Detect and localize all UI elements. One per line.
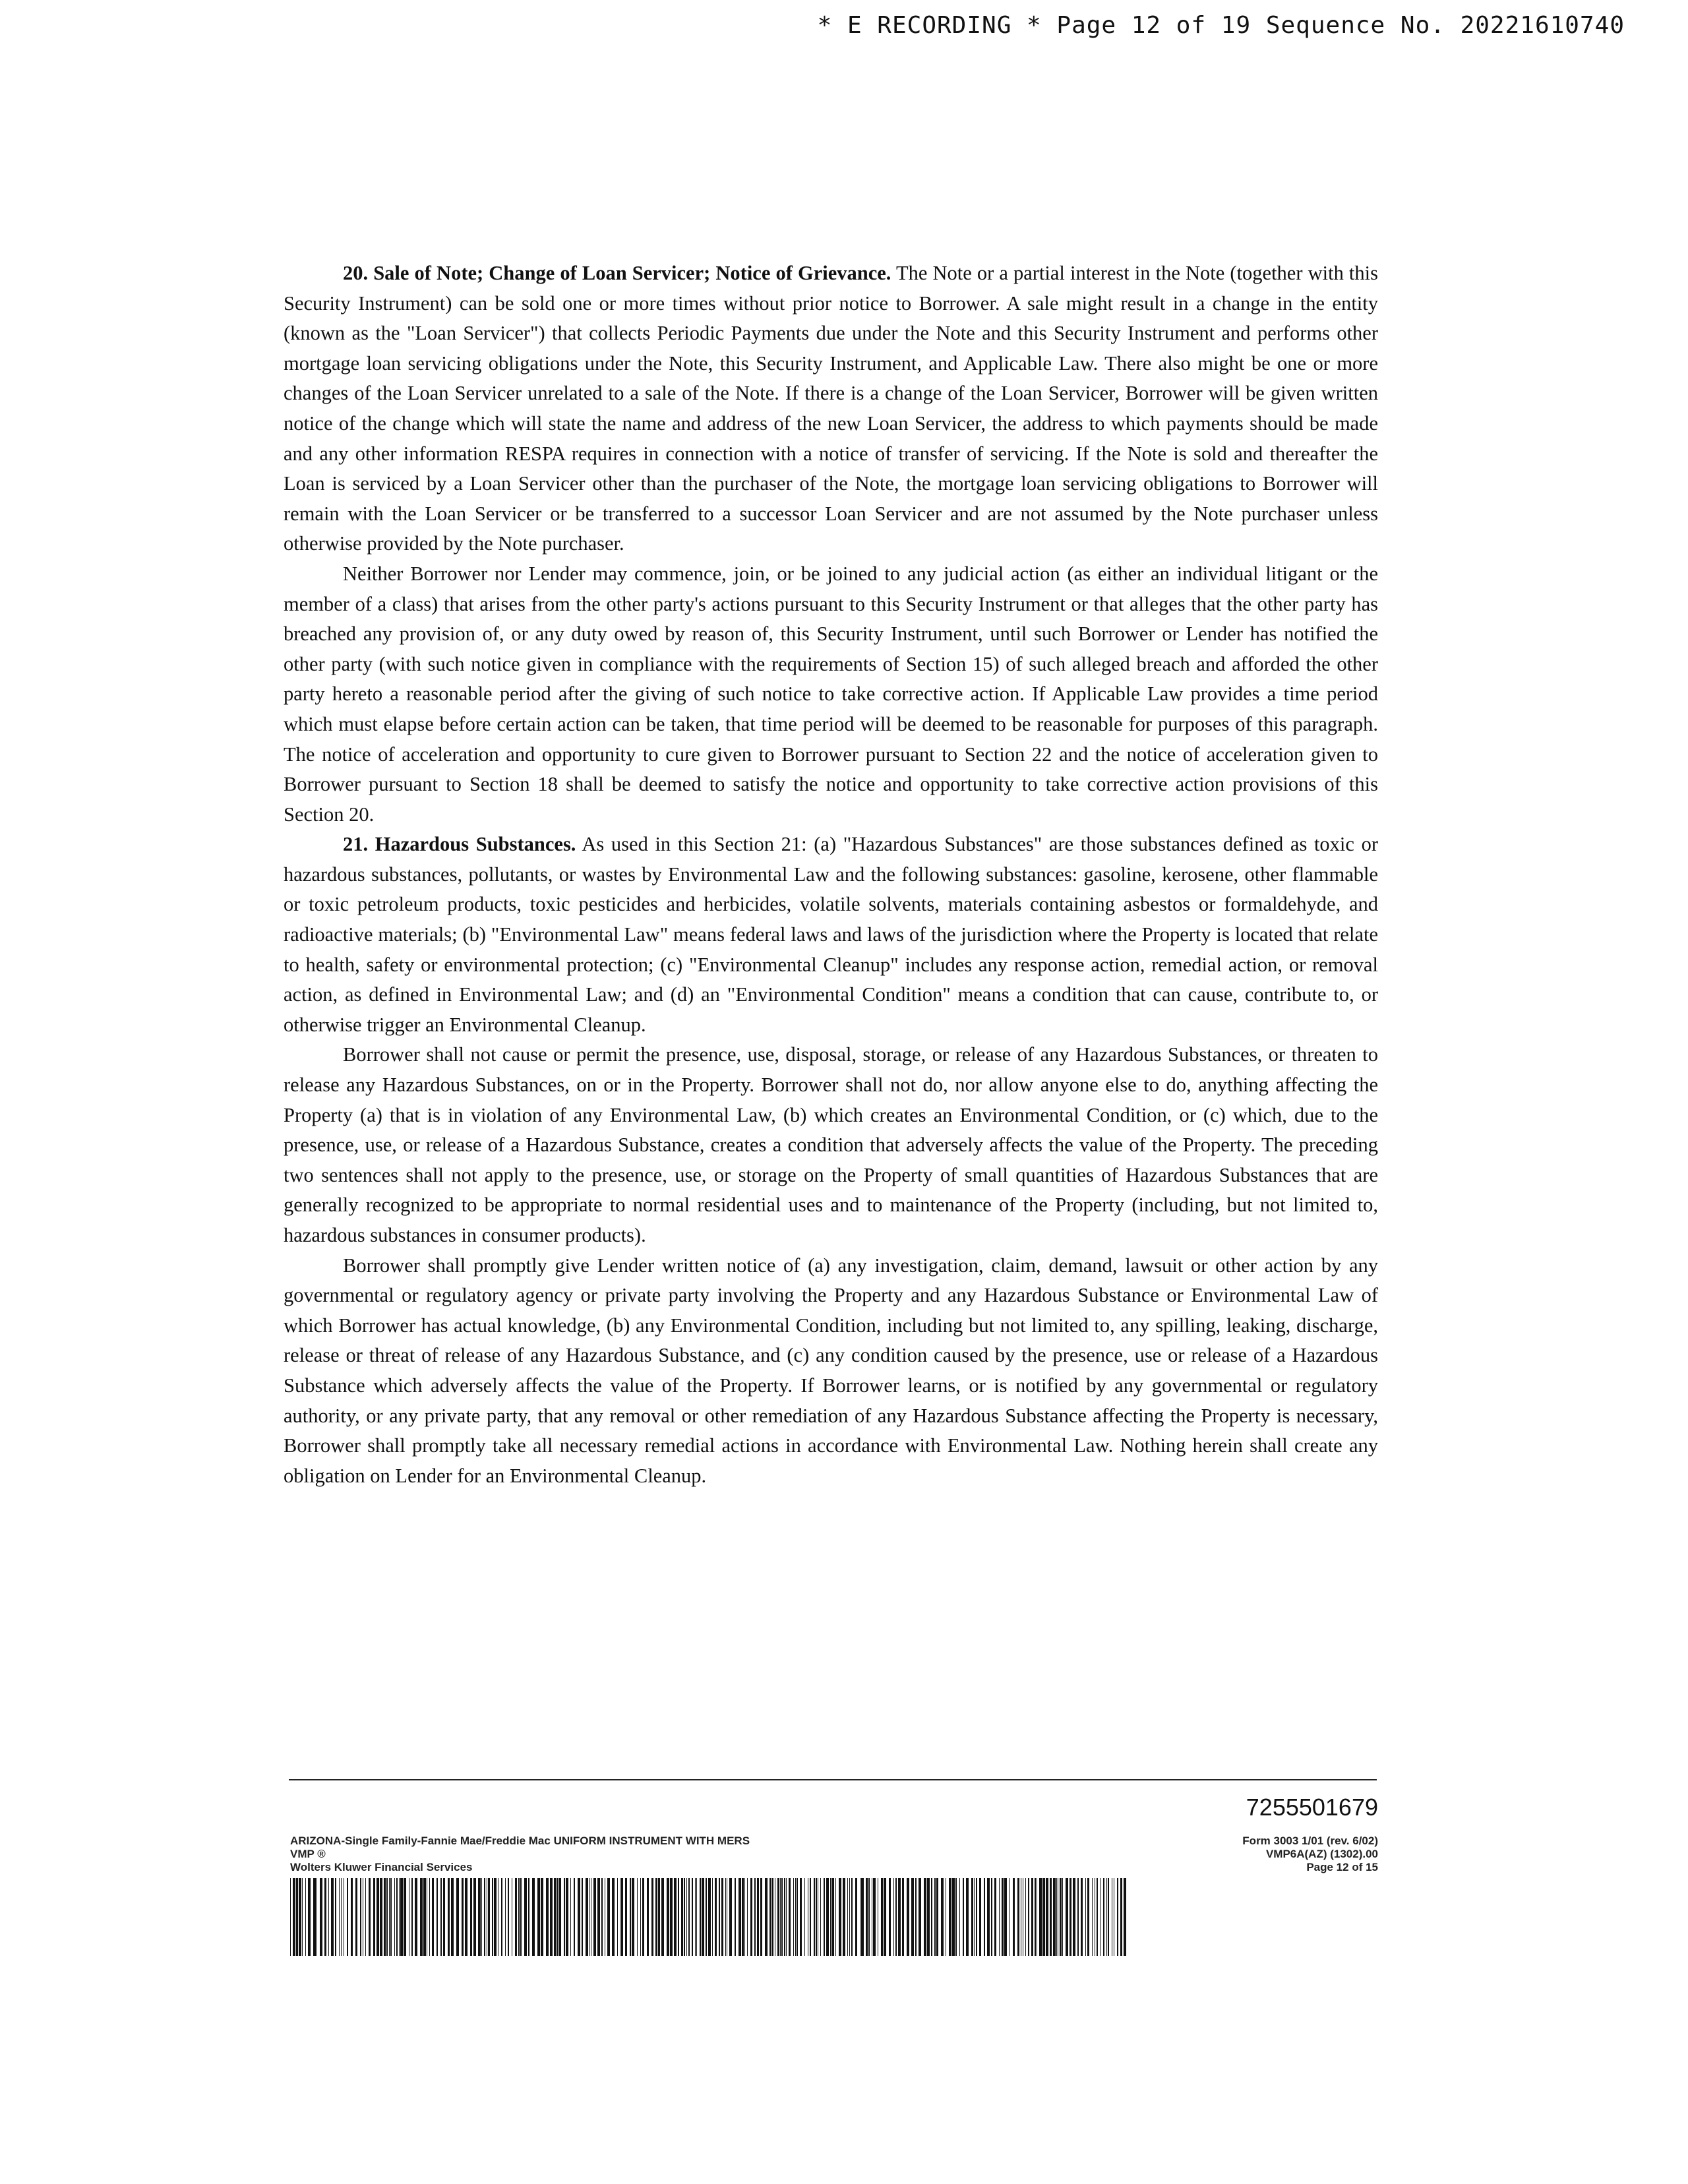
barcode-bar xyxy=(518,1878,520,1956)
barcode-bar xyxy=(566,1878,568,1956)
barcode-bar xyxy=(952,1878,955,1956)
barcode-bar xyxy=(520,1878,522,1956)
barcode-bar xyxy=(400,1878,403,1956)
barcode-bar xyxy=(866,1878,868,1956)
barcode-bar xyxy=(593,1878,596,1956)
barcode-bar xyxy=(429,1878,430,1956)
barcode-bar xyxy=(481,1878,482,1956)
barcode-bar xyxy=(907,1878,909,1956)
barcode-bar xyxy=(686,1878,687,1956)
barcode-bar xyxy=(550,1878,553,1956)
barcode-bar xyxy=(637,1878,638,1956)
barcode-bar xyxy=(324,1878,326,1956)
barcode-bar xyxy=(1028,1878,1029,1956)
barcode-bar xyxy=(456,1878,459,1956)
barcode-bar xyxy=(658,1878,660,1956)
barcode-bar xyxy=(642,1878,644,1956)
barcode-bar xyxy=(335,1878,336,1956)
barcode-bar xyxy=(532,1878,535,1956)
barcode-bar xyxy=(1106,1878,1107,1956)
barcode-bar xyxy=(984,1878,985,1956)
barcode-bar xyxy=(515,1878,517,1956)
barcode-bar xyxy=(797,1878,798,1956)
barcode-bar xyxy=(884,1878,886,1956)
barcode-bar xyxy=(308,1878,311,1956)
barcode-bar xyxy=(564,1878,565,1956)
barcode-bar xyxy=(706,1878,707,1956)
barcode-bar xyxy=(804,1878,805,1956)
barcode-bar xyxy=(360,1878,361,1956)
barcode-bar xyxy=(919,1878,921,1956)
barcode-bar xyxy=(831,1878,834,1956)
barcode-bar xyxy=(927,1878,930,1956)
barcode-bar xyxy=(994,1878,996,1956)
barcode-bar xyxy=(934,1878,936,1956)
barcode-bar xyxy=(582,1878,583,1956)
barcode-bar xyxy=(501,1878,502,1956)
barcode-bar xyxy=(1097,1878,1098,1956)
barcode-bar xyxy=(670,1878,673,1956)
barcode-bar xyxy=(700,1878,701,1956)
barcode-bar xyxy=(868,1878,870,1956)
barcode-bar xyxy=(394,1878,395,1956)
section-21-paragraph-2: Borrower shall not cause or permit the presence, use, disposal, storage, or release of any Hazardous Substances, or threaten to release any Hazardous Substances, on or in the Property. Borrower shall not do, nor allow anyone else to do, anything affecting the Property (a) that is in violation of any Environmental Law, (b) which creates an Environmental Condition, or (c) which, due to the presence, use, or release of a Hazardous Substance, creates a condition that adversely affects the value of the Property. The preceding two sentences shall not apply to the presence, use, or storage on the Property of small quantities of Hazardous Substances that are generally recognized to be appropriate to normal residential uses and to maintenance of the Property (including, but not limited to, hazardous substances in consumer products). xyxy=(284,1043,1378,1246)
barcode-bar xyxy=(738,1878,741,1956)
footer-divider xyxy=(289,1779,1377,1780)
barcode-bar xyxy=(1053,1878,1056,1956)
barcode-bar xyxy=(440,1878,442,1956)
barcode-bar xyxy=(559,1878,561,1956)
barcode-bar xyxy=(399,1878,400,1956)
barcode-bar xyxy=(630,1878,631,1956)
barcode-bar xyxy=(757,1878,759,1956)
barcode-bar xyxy=(974,1878,975,1956)
barcode-bar xyxy=(1124,1878,1126,1956)
barcode-bar xyxy=(814,1878,815,1956)
barcode-bar xyxy=(760,1878,762,1956)
barcode-bar xyxy=(1066,1878,1068,1956)
section-20-paragraph-2: Neither Borrower nor Lender may commence, join, or be joined to any judicial action (as either an individual litigant or the member of a class) that arises from the other party's actions pursuant to this Security Instrument or that alleges that the other party has breached any provision of, or any duty owed by reason of, this Security Instrument, until such Borrower or Lender has notified the other party (with such notice given in compliance with the requirements of Section 15) of such alleged breach and afforded the other party hereto a reasonable period after the giving of such notice to take corrective action. If Applicable Law provides a time period which must elapse before certain action can be taken, that time period will be deemed to be reasonable for purposes of this paragraph. The notice of acceleration and opportunity to cure given to Borrower pursuant to Section 22 and the notice of acceleration given to Borrower pursuant to Section 18 shall be deemed to satisfy the notice and opportunity to take corrective action provisions of this Section 20. xyxy=(284,562,1378,826)
barcode-bar xyxy=(541,1878,543,1956)
section-21-paragraph-1 xyxy=(284,830,1378,1040)
barcode-bar xyxy=(1120,1878,1122,1956)
barcode-bar xyxy=(557,1878,558,1956)
barcode-bar xyxy=(772,1878,773,1956)
barcode-bar xyxy=(949,1878,951,1956)
barcode-bar xyxy=(800,1878,802,1956)
barcode-bar xyxy=(735,1878,736,1956)
barcode-bar xyxy=(574,1878,575,1956)
barcode-bar xyxy=(570,1878,571,1956)
barcode-bar xyxy=(955,1878,957,1956)
barcode-bar xyxy=(1092,1878,1093,1956)
barcode-bar xyxy=(640,1878,641,1956)
barcode-bar xyxy=(708,1878,711,1956)
barcode-bar xyxy=(966,1878,969,1956)
barcode-bar xyxy=(365,1878,366,1956)
barcode-bar xyxy=(404,1878,406,1956)
barcode-bar xyxy=(607,1878,610,1956)
barcode-bar xyxy=(795,1878,796,1956)
barcode-bar xyxy=(589,1878,590,1956)
barcode-bar xyxy=(692,1878,693,1956)
footer-form-number xyxy=(1242,1835,1378,1874)
barcode-bar xyxy=(824,1878,825,1956)
barcode-bar xyxy=(621,1878,623,1956)
barcode-bar xyxy=(715,1878,717,1956)
barcode-bar xyxy=(744,1878,745,1956)
barcode-bar xyxy=(849,1878,850,1956)
barcode-bar xyxy=(784,1878,785,1956)
barcode-bar xyxy=(725,1878,726,1956)
barcode-bar xyxy=(1031,1878,1033,1956)
barcode-bar xyxy=(861,1878,864,1956)
barcode-bar xyxy=(586,1878,588,1956)
form-number: Form 3003 1/01 (rev. 6/02) xyxy=(1242,1835,1378,1847)
recording-header: * E RECORDING * Page 12 of 19 Sequence No. 20221610740 xyxy=(817,12,1625,39)
barcode-bar xyxy=(1085,1878,1086,1956)
barcode-bar xyxy=(655,1878,657,1956)
barcode-bar xyxy=(470,1878,472,1956)
barcode-bar xyxy=(1060,1878,1062,1956)
barcode-bar xyxy=(777,1878,779,1956)
barcode-bar xyxy=(1004,1878,1007,1956)
barcode-bar xyxy=(632,1878,634,1956)
barcode-bar xyxy=(1039,1878,1042,1956)
barcode-bar xyxy=(873,1878,876,1956)
barcode-bar xyxy=(1103,1878,1104,1956)
barcode-bar xyxy=(915,1878,917,1956)
barcode-bar xyxy=(1025,1878,1026,1956)
barcode-bar xyxy=(786,1878,787,1956)
barcode-bar xyxy=(546,1878,549,1956)
barcode-bar xyxy=(999,1878,1000,1956)
barcode-bar xyxy=(432,1878,434,1956)
barcode-bar xyxy=(347,1878,348,1956)
barcode-bar xyxy=(684,1878,685,1956)
barcode-bar xyxy=(299,1878,301,1956)
barcode-bar xyxy=(839,1878,841,1956)
barcode-bar xyxy=(941,1878,944,1956)
barcode-bar xyxy=(963,1878,964,1956)
publisher: Wolters Kluwer Financial Services xyxy=(290,1861,473,1873)
barcode-bar xyxy=(893,1878,894,1956)
barcode-bar xyxy=(651,1878,653,1956)
barcode-bar xyxy=(987,1878,990,1956)
barcode-bar xyxy=(971,1878,973,1956)
barcode-bar xyxy=(931,1878,932,1956)
barcode-bar xyxy=(976,1878,977,1956)
barcode-bar xyxy=(302,1878,303,1956)
barcode-bar xyxy=(625,1878,627,1956)
barcode-bar xyxy=(390,1878,392,1956)
barcode-bar xyxy=(462,1878,464,1956)
barcode-bar xyxy=(331,1878,334,1956)
barcode-bar xyxy=(898,1878,901,1956)
form-code: VMP6A(AZ) (1302).00 xyxy=(1265,1848,1378,1860)
barcode-bar xyxy=(1042,1878,1045,1956)
barcode-bar xyxy=(290,1878,291,1956)
barcode-bar xyxy=(754,1878,756,1956)
barcode-bar xyxy=(747,1878,748,1956)
barcode-bar xyxy=(1056,1878,1057,1956)
barcode-bar xyxy=(847,1878,848,1956)
barcode-bar xyxy=(305,1878,306,1956)
barcode-bar xyxy=(830,1878,831,1956)
barcode-bar xyxy=(601,1878,603,1956)
barcode-bar xyxy=(437,1878,438,1956)
barcode-bar xyxy=(889,1878,891,1956)
barcode-bar xyxy=(1035,1878,1036,1956)
barcode-bar xyxy=(1100,1878,1101,1956)
barcode-bar xyxy=(750,1878,752,1956)
barcode-bar xyxy=(695,1878,696,1956)
barcode-bar xyxy=(816,1878,817,1956)
barcode-bar xyxy=(492,1878,493,1956)
barcode-bar xyxy=(373,1878,375,1956)
barcode-bar xyxy=(384,1878,386,1956)
loan-number: 7255501679 xyxy=(1246,1794,1378,1821)
barcode-bar xyxy=(765,1878,768,1956)
barcode-bar xyxy=(835,1878,836,1956)
form-title: ARIZONA-Single Family-Fannie Mae/Freddie Mac UNIFORM INSTRUMENT WITH MERS xyxy=(290,1835,750,1847)
barcode-bar xyxy=(554,1878,557,1956)
barcode-bar xyxy=(843,1878,845,1956)
barcode-bar xyxy=(389,1878,390,1956)
barcode-bar xyxy=(681,1878,683,1956)
barcode-bar xyxy=(1073,1878,1075,1956)
barcode-bar xyxy=(505,1878,506,1956)
barcode-bar xyxy=(494,1878,497,1956)
section-20-paragraph-1 xyxy=(284,258,1378,559)
barcode-bar xyxy=(1062,1878,1063,1956)
barcode-bar xyxy=(508,1878,509,1956)
barcode-bar xyxy=(1017,1878,1019,1956)
barcode-bar xyxy=(769,1878,771,1956)
barcode-bar xyxy=(1087,1878,1089,1956)
barcode-bar xyxy=(328,1878,329,1956)
barcode-bar xyxy=(851,1878,853,1956)
barcode-bar xyxy=(386,1878,388,1956)
section-20-text-1: The Note or a partial interest in the Note (together with this Security Instrument) can be sold one or more times without prior notice to Borrower. A sale might result in a change in the entity (known as the "Loan Servicer") that collects Periodic Payments due under the Note and this Security Instrument and performs other mortgage loan servicing obligations under the Note, this Security Instrument, and Applicable Law. There also might be one or more changes of the Loan Servicer unrelated to a sale of the Note. If there is a change of the Loan Servicer, Borrower will be given written notice of the change which will state the name and address of the new Loan Servicer, the address to which payments should be made and any other information RESPA requires in connection with a notice of transfer of servicing. If the Note is sold and thereafter the Loan is serviced by a Loan Servicer other than the purchaser of the Note, the mortgage loan servicing obligations to Borrower will remain with the Loan Servicer or be transferred to a successor Loan Servicer and are not assumed by the Note purchaser unless otherwise provided by the Note purchaser. xyxy=(284,262,1378,555)
barcode-bar xyxy=(1013,1878,1015,1956)
barcode-bar xyxy=(742,1878,744,1956)
barcode-bar xyxy=(465,1878,467,1956)
footer-form-info xyxy=(290,1835,750,1874)
barcode-bar xyxy=(1046,1878,1048,1956)
barcode-bar xyxy=(478,1878,481,1956)
barcode-bar xyxy=(719,1878,720,1956)
barcode-bar xyxy=(484,1878,485,1956)
barcode-bar xyxy=(448,1878,450,1956)
barcode-bar xyxy=(528,1878,529,1956)
barcode-bar xyxy=(661,1878,664,1956)
barcode-bar xyxy=(820,1878,821,1956)
barcode-bar xyxy=(674,1878,677,1956)
barcode-bar xyxy=(488,1878,490,1956)
section-21-heading: 21. Hazardous Substances. xyxy=(343,833,576,856)
barcode-bar xyxy=(351,1878,353,1956)
barcode-bar xyxy=(423,1878,426,1956)
document-body xyxy=(284,258,1378,1491)
barcode-bar xyxy=(881,1878,883,1956)
barcode-bar xyxy=(369,1878,371,1956)
section-21-paragraph-3: Borrower shall promptly give Lender written notice of (a) any investigation, claim, demand, lawsuit or other action by any governmental or regulatory agency or private party involving the Property and any Hazardous Substance or Environmental Law of which Borrower has actual knowledge, (b) any Environmental Condition, including but not limited to, any spilling, leaking, discharge, release or threat of release of any Hazardous Substance, and (c) any condition caused by the presence, use or release of a Hazardous Substance which adversely affects the value of the Property. If Borrower learns, or is notified by any governmental or regulatory authority, or any private party, that any removal or other remediation of any Hazardous Substance affecting the Property is necessary, Borrower shall promptly take all necessary remedial actions in accordance with Environmental Law. Nothing herein shall create any obligation on Lender for an Environmental Cleanup. xyxy=(284,1254,1378,1487)
barcode-bar xyxy=(293,1878,295,1956)
barcode-bar xyxy=(702,1878,704,1956)
barcode-bar xyxy=(578,1878,580,1956)
barcode-bar xyxy=(355,1878,357,1956)
barcode-bar xyxy=(316,1878,317,1956)
barcode-bar xyxy=(396,1878,398,1956)
barcode-bar xyxy=(895,1878,897,1956)
barcode-bar xyxy=(339,1878,340,1956)
barcode-bar xyxy=(537,1878,540,1956)
barcode-bar xyxy=(524,1878,527,1956)
barcode-bar xyxy=(1070,1878,1071,1956)
barcode-bar xyxy=(688,1878,690,1956)
barcode-bar xyxy=(296,1878,298,1956)
barcode-bar xyxy=(647,1878,649,1956)
barcode-bar xyxy=(420,1878,423,1956)
barcode-bar xyxy=(617,1878,618,1956)
barcode-bar xyxy=(959,1878,960,1956)
barcode-bar xyxy=(320,1878,322,1956)
barcode-bar xyxy=(979,1878,981,1956)
barcode-bar xyxy=(380,1878,382,1956)
barcode-bar xyxy=(436,1878,437,1956)
barcode-bar xyxy=(729,1878,732,1956)
barcode-bar xyxy=(1081,1878,1083,1956)
barcode xyxy=(290,1878,1129,1956)
barcode-bar xyxy=(721,1878,723,1956)
barcode-bar xyxy=(696,1878,697,1956)
barcode-bar xyxy=(911,1878,914,1956)
barcode-bar xyxy=(712,1878,713,1956)
barcode-bar xyxy=(1117,1878,1118,1956)
barcode-bar xyxy=(991,1878,992,1956)
barcode-bar xyxy=(810,1878,811,1956)
barcode-bar xyxy=(411,1878,413,1956)
barcode-bar xyxy=(902,1878,904,1956)
barcode-bar xyxy=(597,1878,600,1956)
section-20-heading: 20. Sale of Note; Change of Loan Servicer; Notice of Grievance. xyxy=(343,262,891,284)
barcode-bar xyxy=(473,1878,476,1956)
barcode-bar xyxy=(1002,1878,1004,1956)
barcode-bar xyxy=(415,1878,417,1956)
barcode-bar xyxy=(781,1878,783,1956)
barcode-bar xyxy=(443,1878,445,1956)
barcode-bar xyxy=(667,1878,669,1956)
barcode-bar xyxy=(1077,1878,1079,1956)
barcode-bar xyxy=(313,1878,316,1956)
barcode-bar xyxy=(855,1878,857,1956)
barcode-bar xyxy=(789,1878,791,1956)
section-21-text-1: As used in this Section 21: (a) "Hazardous Substances" are those substances defined as toxic or hazardous substances, pollutants, or wastes by Environmental Law and the following substances: gasoline, kerosene, other flammable or toxic petroleum products, toxic pesticides and herbicides, volatile solvents, materials containing asbestos or formaldehyde, and radioactive materials; (b) "Environmental Law" means federal laws and laws of the jurisdiction where the Property is located that relate to health, safety or environmental protection; (c) "Environmental Cleanup" includes any response action, remedial action, or removal action, as defined in Environmental Law; and (d) an "Environmental Condition" means a condition that can cause, contribute to, or otherwise trigger an Environmental Cleanup. xyxy=(284,833,1378,1036)
page-label: Page 12 of 15 xyxy=(1306,1861,1378,1873)
barcode-bar xyxy=(377,1878,379,1956)
vmp-mark: VMP ® xyxy=(290,1848,326,1860)
barcode-bar xyxy=(451,1878,454,1956)
barcode-bar xyxy=(936,1878,938,1956)
barcode-bar xyxy=(793,1878,794,1956)
barcode-bar xyxy=(678,1878,679,1956)
barcode-bar xyxy=(826,1878,829,1956)
barcode-bar xyxy=(924,1878,926,1956)
barcode-bar xyxy=(612,1878,615,1956)
barcode-bar xyxy=(1050,1878,1052,1956)
barcode-bar xyxy=(341,1878,342,1956)
barcode-bar xyxy=(1108,1878,1109,1956)
barcode-bar xyxy=(780,1878,781,1956)
